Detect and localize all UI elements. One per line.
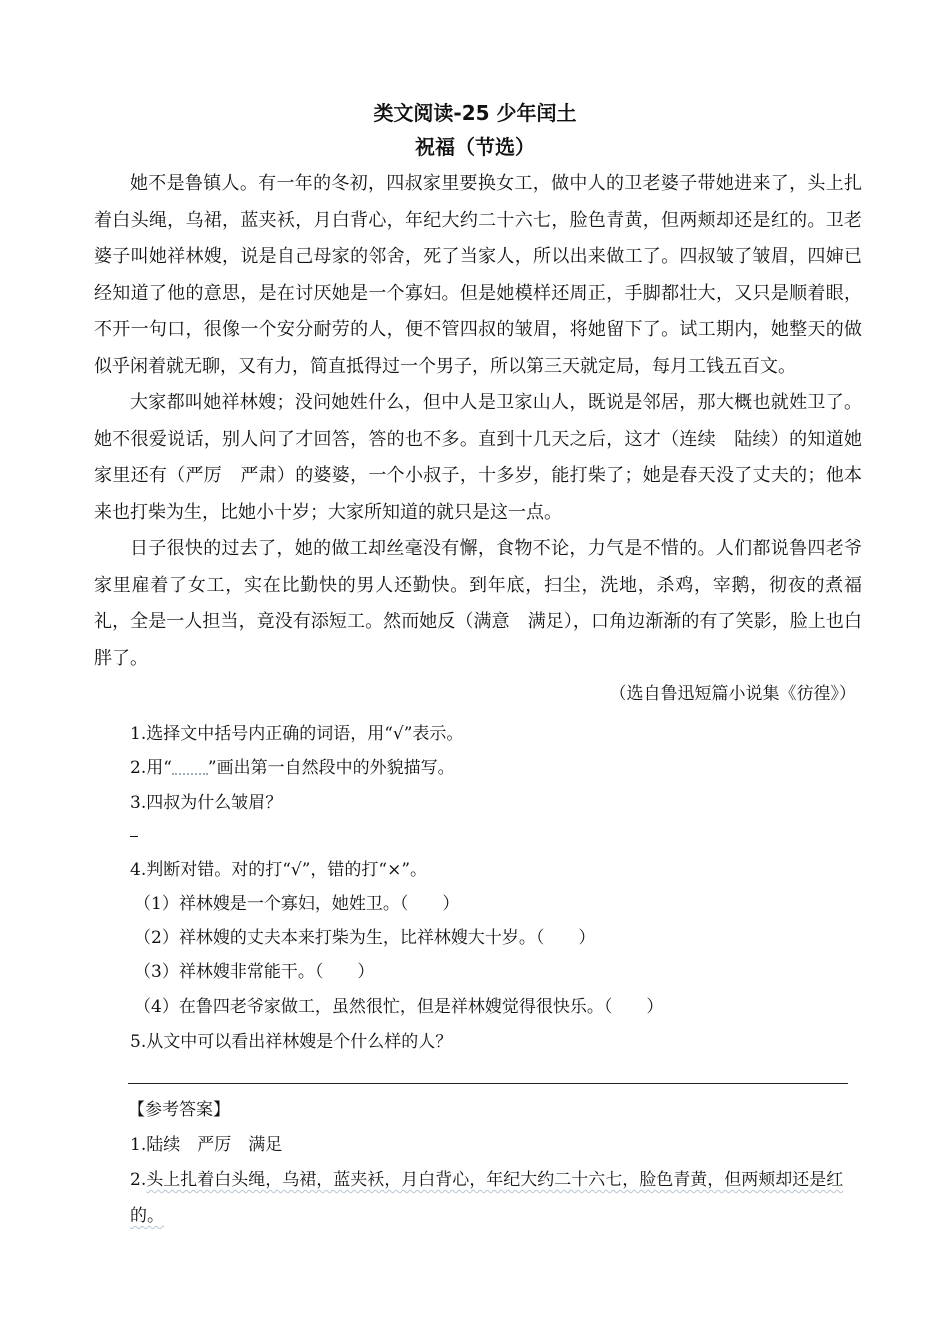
passage-paragraph-1: 她不是鲁镇人。有一年的冬初，四叔家里要换女工，做中人的卫老婆子带她进来了，头上扎着白头绳，乌裙，蓝夹袄，月白背心，年纪大约二十六七，脸色青黄，但两颊却还是红的。卫老婆子叫她祥林嫂，说是自己母家的邻舍，死了当家人，所以出来做工了。四叔皱了皱眉，四婶已经知道了他的意思，是在讨厌她是一个寡妇。但是她模样还周正，手脚都壮大，又只是顺着眼，不开一句口，很像一个安分耐劳的人，便不管四叔的皱眉，将她留下了。试工期内，她整天的做似乎闲着就无聊，又有力，简直抵得过一个男子，所以第三天就定局，每月工钱五百文。 — [94, 173, 862, 377]
answer-2-marked-text: 头上扎着白头绳，乌裙，蓝夹袄，月白背心，年纪大约二十六七，脸色青黄，但两颊却还是红的。 — [130, 1170, 844, 1226]
document-title: 类文阅读-25 少年闰土 — [373, 101, 577, 125]
passage-source: （选自鲁迅短篇小说集《彷徨》） — [609, 684, 856, 704]
question-4-item: （4）在鲁四老爷家做工，虽然很忙，但是祥林嫂觉得很快乐。（ ） — [134, 997, 664, 1017]
answer-2-prefix: 2. — [130, 1170, 147, 1190]
question-3: 3.四叔为什么皱眉？ — [130, 793, 283, 813]
question-4: 4.判断对错。对的打“√”，错的打“×”。 — [130, 860, 428, 880]
question-2-suffix: ”画出第一自然段中的外貌描写。 — [207, 758, 455, 778]
passage-title: 祝福（节选） — [415, 135, 535, 159]
question-2-prefix: 2.用“ — [130, 758, 172, 778]
question-2 — [130, 754, 870, 782]
answers-heading: 【参考答案】 — [128, 1100, 230, 1120]
answer-blank-line — [130, 836, 138, 837]
question-4-item: （3）祥林嫂非常能干。（ ） — [134, 962, 375, 982]
passage-paragraph-2: 大家都叫她祥林嫂；没问她姓什么，但中人是卫家山人，既说是邻居，那大概也就姓卫了。她不很爱说话，别人问了才回答，答的也不多。直到十几天之后，这才（连续 陆续）的知道她家里还有（严厉 严肃）的婆婆，一个小叔子，十多岁，能打柴了；她是春天没了丈夫的；他本来也打柴为生，比她小十岁；大家所知道的就只是这一点。 — [94, 392, 862, 523]
divider — [128, 1083, 848, 1084]
question-1: 1.选择文中括号内正确的词语，用“√”表示。 — [130, 724, 464, 744]
wavy-line-icon — [172, 763, 208, 775]
passage-paragraph-3: 日子很快的过去了，她的做工却丝毫没有懈，食物不论，力气是不惜的。人们都说鲁四老爷家里雇着了女工，实在比勤快的男人还勤快。到年底，扫尘，洗地，杀鸡，宰鹅，彻夜的煮福礼，全是一人担当，竟没有添短工。然而她反（满意 满足），口角边渐渐的有了笑影，脸上也白胖了。 — [94, 538, 862, 669]
question-5: 5.从文中可以看出祥林嫂是个什么样的人？ — [130, 1032, 453, 1052]
answer-1: 1.陆续 严厉 满足 — [130, 1135, 283, 1155]
question-4-item: （2）祥林嫂的丈夫本来打柴为生，比祥林嫂大十岁。（ ） — [134, 928, 596, 948]
question-4-item: （1）祥林嫂是一个寡妇，她姓卫。（ ） — [134, 894, 460, 914]
answer-2 — [130, 1162, 860, 1234]
